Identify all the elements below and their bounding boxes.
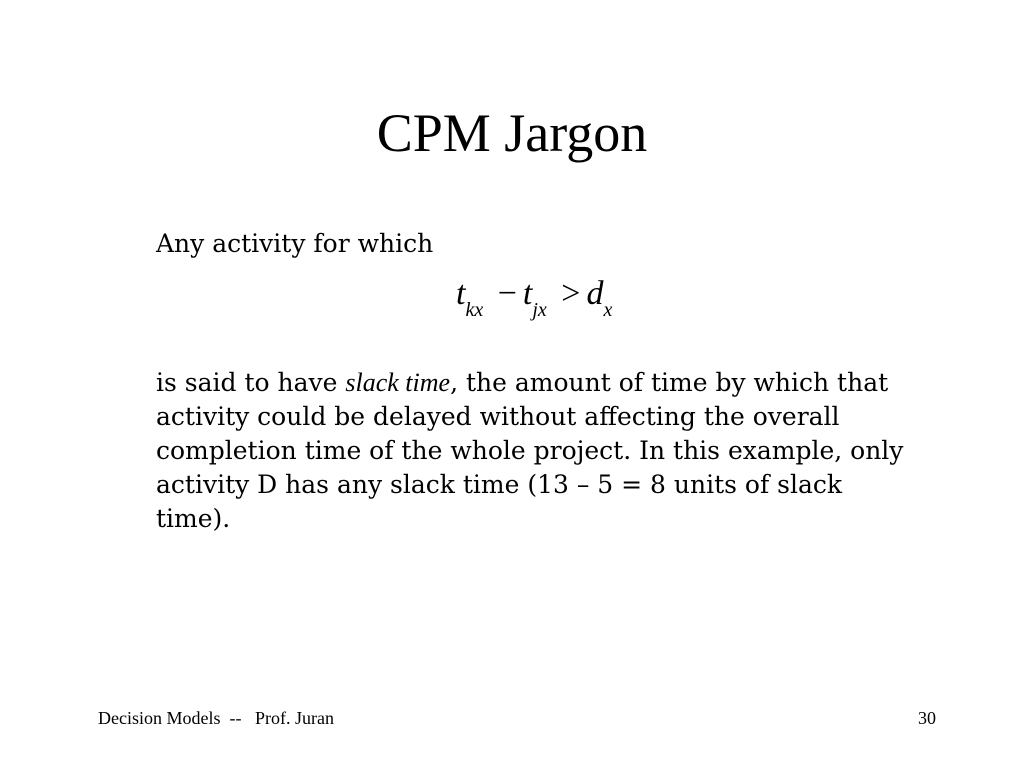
slide-title: CPM Jargon [376, 103, 648, 163]
paragraph-lead-text: is said to have [156, 368, 346, 397]
formula-minus-operator: − [497, 275, 517, 312]
slack-time-paragraph [156, 366, 916, 536]
formula-t-term: t [456, 275, 466, 312]
formula-d-term: d [586, 275, 604, 312]
footer-course-label: Decision Models -- Prof. Juran [98, 708, 334, 728]
formula-t-term: t [522, 275, 533, 312]
formula-t-subscript: jx [532, 299, 547, 321]
formula-t-subscript: kx [465, 299, 484, 321]
intro-text: Any activity for which [156, 229, 434, 258]
formula-d-subscript: x [603, 299, 613, 321]
page-number: 30 [918, 708, 936, 728]
slack-formula [456, 274, 612, 324]
formula-greater-operator: > [561, 275, 581, 312]
paragraph-rest-text: , the amount of time by which that activity could be delayed without affecting the overall completion time of the whole project. In this example, only activity D has any slack time (13 – 5 = 8 units of slack time). [156, 368, 904, 533]
slack-time-term: slack time [345, 368, 451, 397]
